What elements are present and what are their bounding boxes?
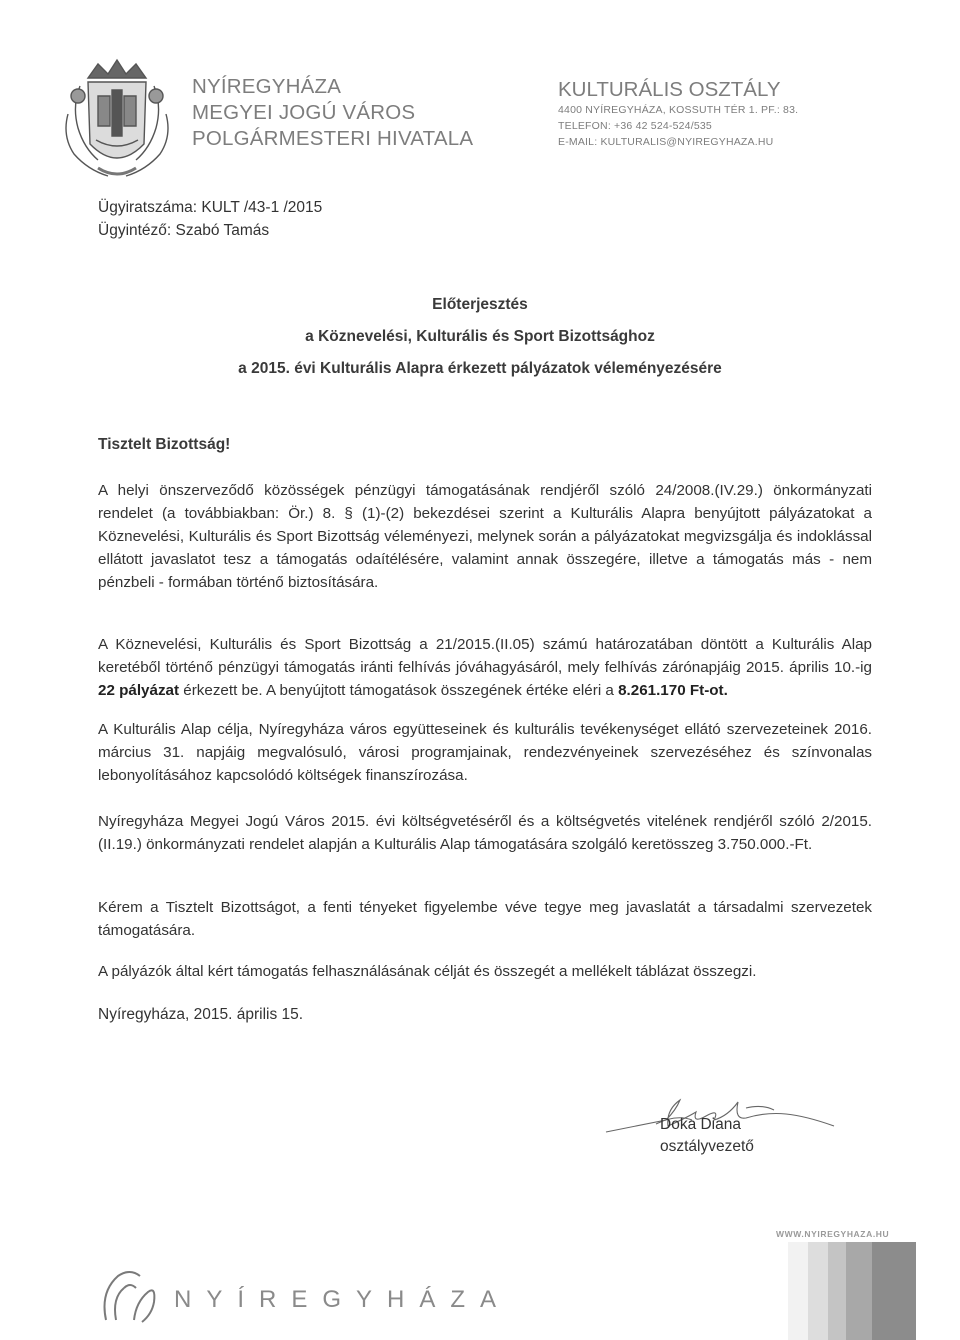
department-title: KULTURÁLIS OSZTÁLY	[558, 78, 781, 101]
paragraph-6: A pályázók által kért támogatás felhasználásának célját és összegét a mellékelt táblázat összegzi.	[98, 963, 757, 980]
department-email: E-MAIL: KULTURALIS@NYIREGYHAZA.HU	[558, 136, 774, 148]
case-info	[98, 196, 322, 242]
paragraph-2-text-a: A Köznevelési, Kulturális és Sport Bizottság a 21/2015.(II.05) számú határozatában döntött a Kulturális Alap keretéből történő pénzügyi támogatás iránti felhívás jóváhagyásáról, mely felhívás zárónapjáig 2015. április 10.-ig	[98, 636, 872, 676]
paragraph-1: A helyi önszerveződő közösségek pénzügyi támogatásának rendjéről szóló 24/2008.(IV.29.) önkormányzati rendelet (a továbbiakban: Ör.) 8. § (1)-(2) bekezdései szerint a Kulturális Alapra benyújtott pályázatokat a Köznevelési, Kulturális és Sport Bizottság véleményezi, melynek során a pályázatokat megvizsgálja és indoklással ellátott javaslatot tesz a támogatás odaítélésére, valamint annak összegére, illetve a támogatás más - nem pénzbeli - formában történő biztosítására.	[98, 482, 872, 591]
paragraph-5: Kérem a Tisztelt Bizottságot, a fenti tényeket figyelembe véve tegye meg javaslatát a társadalmi szervezetek támogatására.	[98, 899, 872, 939]
paragraph-2	[98, 633, 872, 702]
greeting: Tisztelt Bizottság!	[98, 436, 231, 453]
department-phone: TELEFON: +36 42 524-524/535	[558, 120, 712, 132]
document-date: Nyíregyháza, 2015. április 15.	[98, 1006, 304, 1023]
paragraph-4: Nyíregyháza Megyei Jogú Város 2015. évi költségvetéséről és a költségvetés vitelének rendjéről szóló 2/2015. (II.19.) önkormányzati rendelet alapján a Kulturális Alap támogatására szolgáló keretösszeg 3.750.000.-Ft.	[98, 813, 872, 853]
case-number: Ügyiratszáma: KULT /43-1 /2015	[98, 199, 323, 216]
signer-name: Doka Diana	[660, 1116, 741, 1133]
organization-name	[192, 74, 473, 152]
document-addressee: a Köznevelési, Kulturális és Sport Bizottsághoz	[305, 328, 655, 345]
total-requested-amount: 8.261.170 Ft-ot.	[618, 682, 728, 699]
department-address: 4400 NYÍREGYHÁZA, KOSSUTH TÉR 1. PF.: 83.	[558, 104, 799, 116]
org-line-2: MEGYEI JOGÚ VÁROS	[192, 101, 416, 124]
city-coat-of-arms-icon	[58, 56, 176, 184]
signer-role: osztályvezető	[660, 1138, 754, 1155]
case-officer: Ügyintéző: Szabó Tamás	[98, 222, 270, 239]
document-subject: a 2015. évi Kulturális Alapra érkezett pályázatok véleményezésére	[238, 360, 722, 377]
document-title: Előterjesztés	[432, 296, 528, 313]
org-line-1: NYÍREGYHÁZA	[192, 75, 342, 98]
footer-website: WWW.NYIREGYHAZA.HU	[776, 1229, 890, 1239]
org-line-3: POLGÁRMESTERI HIVATALA	[192, 127, 474, 150]
city-logo-icon	[96, 1262, 162, 1328]
paragraph-3: A Kulturális Alap célja, Nyíregyháza város együtteseinek és kulturális tevékenységet ellátó szervezeteinek 2016. március 31. napjáig megvalósuló, városi programjainak, rendezvényeinek szervezéséhez és színvonalas lebonyolításához kapcsolódó költségek finanszírozása.	[98, 721, 872, 784]
application-count: 22 pályázat	[98, 682, 180, 699]
signer-block	[660, 1114, 754, 1158]
footer-city-name: NYÍREGYHÁZA	[174, 1286, 512, 1313]
footer-decorative-bars	[788, 1242, 916, 1340]
department-block	[558, 78, 798, 150]
paragraph-2-text-c: érkezett be. A benyújtott támogatások összegének értéke eléri a	[179, 682, 619, 699]
